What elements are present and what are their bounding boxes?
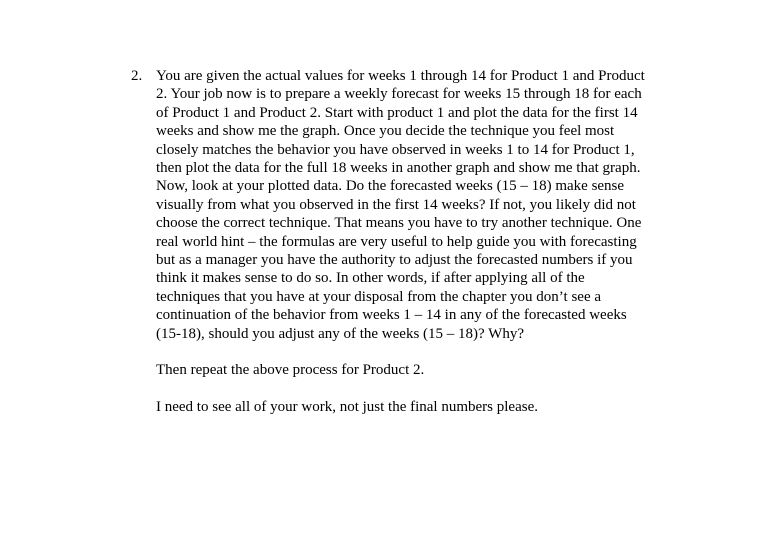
question-line: Now, look at your plotted data. Do the forecasted weeks (15 – 18) make sense xyxy=(156,178,625,195)
question-line: closely matches the behavior you have observed in weeks 1 to 14 for Product 1, xyxy=(156,141,635,158)
question-body xyxy=(156,67,696,416)
question-line: continuation of the behavior from weeks 1 – 14 in any of the forecasted weeks xyxy=(156,307,627,324)
question-line: techniques that you have at your disposal from the chapter you don’t see a xyxy=(156,288,602,305)
question-line: visually from what you observed in the first 14 weeks? If not, you likely did not xyxy=(156,196,636,213)
question-line: choose the correct technique. That means you have to try another technique. One xyxy=(156,215,642,232)
question-line: 2. Your job now is to prepare a weekly forecast for weeks 15 through 18 for each xyxy=(156,86,642,103)
question-line: (15-18), should you adjust any of the weeks (15 – 18)? Why? xyxy=(156,325,524,342)
question-line: think it makes sense to do so. In other words, if after applying all of the xyxy=(156,270,585,287)
question-line: then plot the data for the full 18 weeks in another graph and show me that graph. xyxy=(156,160,641,177)
question-line: weeks and show me the graph. Once you decide the technique you feel most xyxy=(156,123,615,140)
repeat-instruction: Then repeat the above process for Product 2. xyxy=(156,362,425,379)
question-line: but as a manager you have the authority to adjust the forecasted numbers if you xyxy=(156,252,633,269)
question-line: of Product 1 and Product 2. Start with product 1 and plot the data for the first 14 xyxy=(156,104,638,121)
question-number: 2. xyxy=(131,68,143,84)
question-line: real world hint – the formulas are very useful to help guide you with forecasting xyxy=(156,233,637,250)
question-line: You are given the actual values for weeks 1 through 14 for Product 1 and Product xyxy=(156,68,645,84)
closing-instruction: I need to see all of your work, not just the final numbers please. xyxy=(156,398,538,415)
